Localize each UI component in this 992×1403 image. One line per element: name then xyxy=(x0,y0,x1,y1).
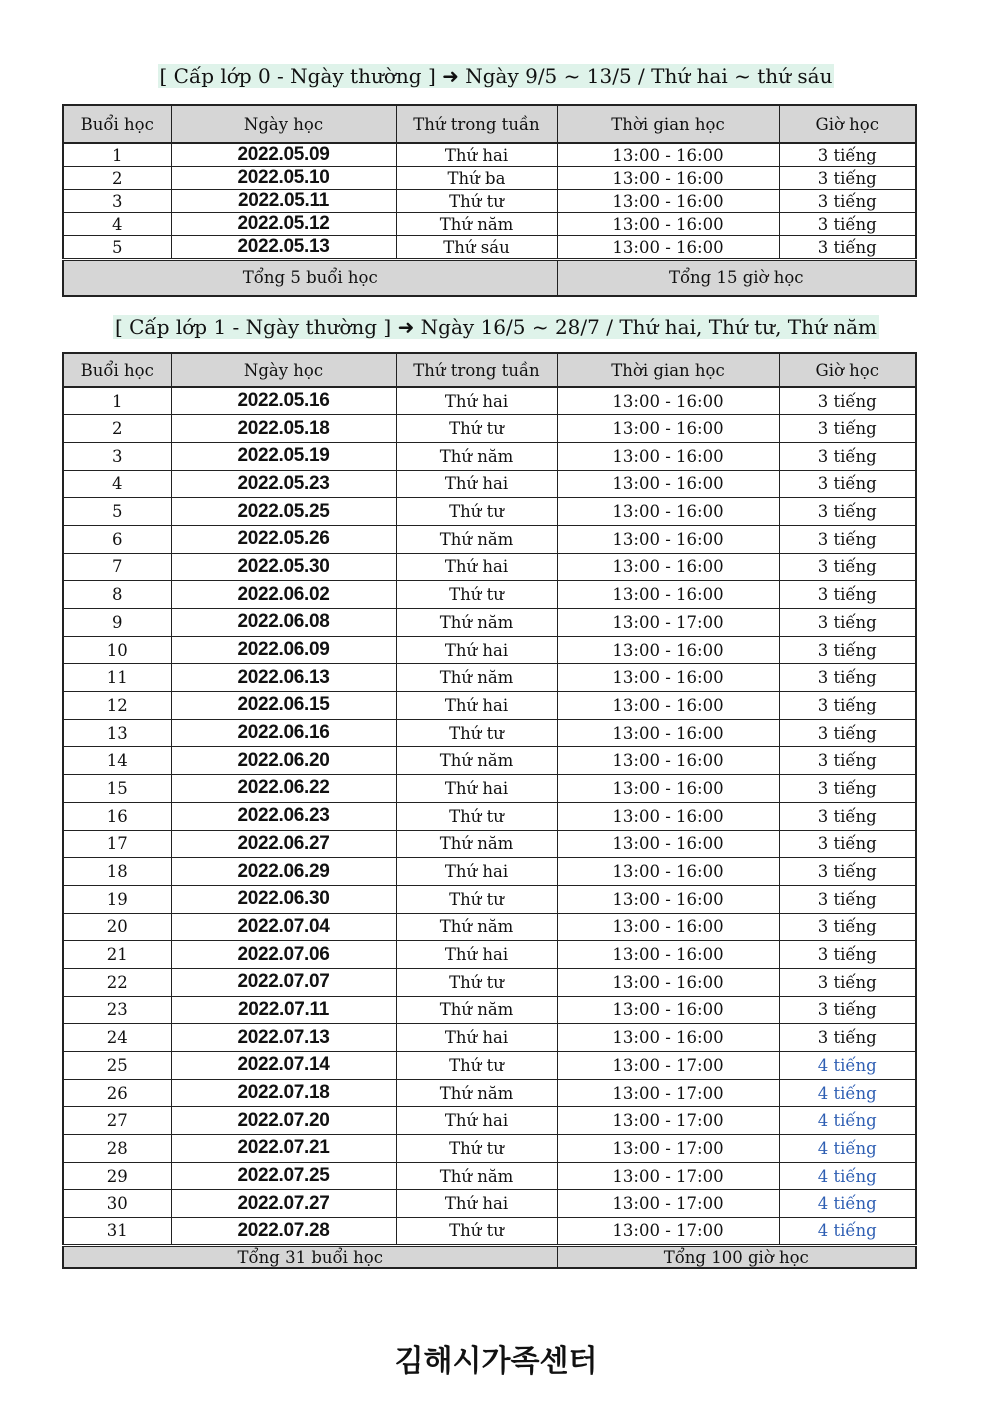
session-time: 13:00 - 16:00 xyxy=(557,167,779,190)
session-date: 2022.07.20 xyxy=(171,1107,396,1135)
session-hours: 3 tiếng xyxy=(779,236,916,260)
session-time: 13:00 - 16:00 xyxy=(557,581,779,609)
session-hours: 4 tiếng xyxy=(779,1218,916,1246)
session-time: 13:00 - 16:00 xyxy=(557,553,779,581)
table-row xyxy=(63,498,916,526)
session-number: 21 xyxy=(63,941,171,969)
session-time: 13:00 - 16:00 xyxy=(557,387,779,415)
session-hours: 3 tiếng xyxy=(779,775,916,803)
table-row xyxy=(63,692,916,720)
session-number: 17 xyxy=(63,830,171,858)
session-number: 1 xyxy=(63,387,171,415)
session-weekday: Thứ năm xyxy=(396,664,557,692)
session-number: 30 xyxy=(63,1190,171,1218)
session-date: 2022.06.30 xyxy=(171,885,396,913)
table-row xyxy=(63,1024,916,1052)
session-time: 13:00 - 17:00 xyxy=(557,1052,779,1080)
session-time: 13:00 - 16:00 xyxy=(557,802,779,830)
table-row xyxy=(63,581,916,609)
session-date: 2022.06.20 xyxy=(171,747,396,775)
session-weekday: Thứ năm xyxy=(396,213,557,236)
table-row xyxy=(63,236,916,260)
session-number: 3 xyxy=(63,190,171,213)
header-time: Thời gian học xyxy=(557,105,779,143)
session-number: 20 xyxy=(63,913,171,941)
session-date: 2022.07.27 xyxy=(171,1190,396,1218)
table-row xyxy=(63,1079,916,1107)
session-time: 13:00 - 16:00 xyxy=(557,525,779,553)
header-time: Thời gian học xyxy=(557,353,779,387)
session-hours: 3 tiếng xyxy=(779,581,916,609)
session-date: 2022.07.11 xyxy=(171,996,396,1024)
table-row xyxy=(63,858,916,886)
session-weekday: Thứ sáu xyxy=(396,236,557,260)
session-number: 31 xyxy=(63,1218,171,1246)
session-time: 13:00 - 16:00 xyxy=(557,143,779,167)
session-number: 22 xyxy=(63,968,171,996)
header-hours: Giờ học xyxy=(779,353,916,387)
table-row xyxy=(63,609,916,637)
session-time: 13:00 - 17:00 xyxy=(557,1135,779,1163)
session-weekday: Thứ tư xyxy=(396,802,557,830)
session-hours: 4 tiếng xyxy=(779,1052,916,1080)
session-number: 13 xyxy=(63,719,171,747)
schedule-table-level-1 xyxy=(62,352,917,1269)
session-number: 6 xyxy=(63,525,171,553)
session-weekday: Thứ năm xyxy=(396,525,557,553)
session-time: 13:00 - 17:00 xyxy=(557,1079,779,1107)
session-number: 27 xyxy=(63,1107,171,1135)
session-time: 13:00 - 16:00 xyxy=(557,858,779,886)
session-number: 4 xyxy=(63,470,171,498)
session-date: 2022.06.02 xyxy=(171,581,396,609)
table-row xyxy=(63,913,916,941)
table-row xyxy=(63,747,916,775)
session-weekday: Thứ tư xyxy=(396,190,557,213)
table-row xyxy=(63,415,916,443)
session-number: 11 xyxy=(63,664,171,692)
table-row xyxy=(63,775,916,803)
session-weekday: Thứ hai xyxy=(396,470,557,498)
session-hours: 3 tiếng xyxy=(779,636,916,664)
session-hours: 3 tiếng xyxy=(779,941,916,969)
session-hours: 3 tiếng xyxy=(779,442,916,470)
total-hours: Tổng 15 giờ học xyxy=(557,260,916,296)
session-number: 12 xyxy=(63,692,171,720)
session-date: 2022.05.25 xyxy=(171,498,396,526)
table-row xyxy=(63,167,916,190)
session-weekday: Thứ hai xyxy=(396,1190,557,1218)
session-number: 16 xyxy=(63,802,171,830)
session-time: 13:00 - 16:00 xyxy=(557,996,779,1024)
session-time: 13:00 - 16:00 xyxy=(557,913,779,941)
header-hours: Giờ học xyxy=(779,105,916,143)
session-weekday: Thứ năm xyxy=(396,442,557,470)
session-time: 13:00 - 17:00 xyxy=(557,1162,779,1190)
session-hours: 3 tiếng xyxy=(779,747,916,775)
session-time: 13:00 - 16:00 xyxy=(557,415,779,443)
session-hours: 3 tiếng xyxy=(779,885,916,913)
session-number: 10 xyxy=(63,636,171,664)
session-number: 18 xyxy=(63,858,171,886)
session-hours: 4 tiếng xyxy=(779,1135,916,1163)
session-hours: 3 tiếng xyxy=(779,858,916,886)
schedule-table-level-0 xyxy=(62,104,917,297)
total-hours: Tổng 100 giờ học xyxy=(557,1245,916,1268)
session-time: 13:00 - 17:00 xyxy=(557,609,779,637)
header-weekday: Thứ trong tuần xyxy=(396,353,557,387)
session-date: 2022.06.23 xyxy=(171,802,396,830)
total-sessions: Tổng 5 buổi học xyxy=(63,260,557,296)
session-time: 13:00 - 16:00 xyxy=(557,636,779,664)
session-hours: 4 tiếng xyxy=(779,1162,916,1190)
session-date: 2022.06.29 xyxy=(171,858,396,886)
session-hours: 4 tiếng xyxy=(779,1079,916,1107)
session-weekday: Thứ ba xyxy=(396,167,557,190)
table-total-row xyxy=(63,1245,916,1268)
session-weekday: Thứ năm xyxy=(396,913,557,941)
session-number: 5 xyxy=(63,498,171,526)
table-row xyxy=(63,143,916,167)
table-row xyxy=(63,941,916,969)
session-hours: 3 tiếng xyxy=(779,525,916,553)
session-date: 2022.06.22 xyxy=(171,775,396,803)
header-date: Ngày học xyxy=(171,353,396,387)
session-hours: 3 tiếng xyxy=(779,609,916,637)
session-number: 5 xyxy=(63,236,171,260)
session-weekday: Thứ tư xyxy=(396,415,557,443)
session-weekday: Thứ hai xyxy=(396,1107,557,1135)
session-date: 2022.05.12 xyxy=(171,213,396,236)
session-weekday: Thứ năm xyxy=(396,1162,557,1190)
session-hours: 3 tiếng xyxy=(779,968,916,996)
session-weekday: Thứ tư xyxy=(396,719,557,747)
table-row xyxy=(63,387,916,415)
table-row xyxy=(63,190,916,213)
table-row xyxy=(63,996,916,1024)
table-row xyxy=(63,830,916,858)
table-body xyxy=(63,143,916,260)
session-weekday: Thứ hai xyxy=(396,553,557,581)
session-date: 2022.06.16 xyxy=(171,719,396,747)
session-date: 2022.07.21 xyxy=(171,1135,396,1163)
session-weekday: Thứ tư xyxy=(396,1052,557,1080)
header-weekday: Thứ trong tuần xyxy=(396,105,557,143)
session-date: 2022.05.19 xyxy=(171,442,396,470)
organization-name: 김해시가족센터 xyxy=(394,1344,598,1379)
session-hours: 3 tiếng xyxy=(779,692,916,720)
session-weekday: Thứ hai xyxy=(396,387,557,415)
session-weekday: Thứ năm xyxy=(396,996,557,1024)
session-hours: 3 tiếng xyxy=(779,470,916,498)
session-hours: 3 tiếng xyxy=(779,213,916,236)
session-time: 13:00 - 16:00 xyxy=(557,692,779,720)
session-weekday: Thứ năm xyxy=(396,747,557,775)
session-weekday: Thứ hai xyxy=(396,858,557,886)
session-weekday: Thứ hai xyxy=(396,692,557,720)
session-hours: 4 tiếng xyxy=(779,1107,916,1135)
session-hours: 3 tiếng xyxy=(779,143,916,167)
session-number: 1 xyxy=(63,143,171,167)
table-header-row xyxy=(63,105,916,143)
session-date: 2022.05.26 xyxy=(171,525,396,553)
table-row xyxy=(63,1052,916,1080)
session-time: 13:00 - 16:00 xyxy=(557,664,779,692)
session-weekday: Thứ hai xyxy=(396,143,557,167)
session-date: 2022.05.30 xyxy=(171,553,396,581)
session-date: 2022.07.04 xyxy=(171,913,396,941)
table-header-row xyxy=(63,353,916,387)
session-date: 2022.05.11 xyxy=(171,190,396,213)
table-row xyxy=(63,968,916,996)
session-hours: 3 tiếng xyxy=(779,553,916,581)
session-time: 13:00 - 16:00 xyxy=(557,190,779,213)
session-number: 2 xyxy=(63,167,171,190)
session-weekday: Thứ tư xyxy=(396,581,557,609)
session-weekday: Thứ năm xyxy=(396,830,557,858)
session-date: 2022.07.07 xyxy=(171,968,396,996)
session-weekday: Thứ tư xyxy=(396,1135,557,1163)
session-date: 2022.07.13 xyxy=(171,1024,396,1052)
session-hours: 3 tiếng xyxy=(779,1024,916,1052)
session-time: 13:00 - 16:00 xyxy=(557,830,779,858)
session-date: 2022.06.13 xyxy=(171,664,396,692)
header-session: Buổi học xyxy=(63,105,171,143)
session-weekday: Thứ năm xyxy=(396,1079,557,1107)
session-time: 13:00 - 16:00 xyxy=(557,968,779,996)
session-time: 13:00 - 16:00 xyxy=(557,498,779,526)
session-hours: 3 tiếng xyxy=(779,387,916,415)
session-hours: 3 tiếng xyxy=(779,719,916,747)
table-row xyxy=(63,470,916,498)
session-hours: 3 tiếng xyxy=(779,498,916,526)
total-sessions: Tổng 31 buổi học xyxy=(63,1245,557,1268)
session-date: 2022.05.16 xyxy=(171,387,396,415)
session-date: 2022.05.09 xyxy=(171,143,396,167)
session-number: 2 xyxy=(63,415,171,443)
session-weekday: Thứ hai xyxy=(396,941,557,969)
table-row xyxy=(63,664,916,692)
schedule-title-level-1 xyxy=(0,314,992,340)
session-number: 14 xyxy=(63,747,171,775)
schedule-title-text: [ Cấp lớp 0 - Ngày thường ] ➜ Ngày 9/5 ~ 13/5 / Thứ hai ~ thứ sáu xyxy=(159,64,833,88)
session-number: 15 xyxy=(63,775,171,803)
table-row xyxy=(63,636,916,664)
session-number: 26 xyxy=(63,1079,171,1107)
session-number: 3 xyxy=(63,442,171,470)
session-weekday: Thứ tư xyxy=(396,1218,557,1246)
session-weekday: Thứ hai xyxy=(396,1024,557,1052)
table-row xyxy=(63,442,916,470)
session-number: 8 xyxy=(63,581,171,609)
session-number: 23 xyxy=(63,996,171,1024)
table-row xyxy=(63,1135,916,1163)
session-weekday: Thứ tư xyxy=(396,885,557,913)
session-number: 24 xyxy=(63,1024,171,1052)
header-session: Buổi học xyxy=(63,353,171,387)
session-time: 13:00 - 16:00 xyxy=(557,213,779,236)
table-row xyxy=(63,553,916,581)
session-time: 13:00 - 16:00 xyxy=(557,1024,779,1052)
session-date: 2022.06.27 xyxy=(171,830,396,858)
session-date: 2022.06.15 xyxy=(171,692,396,720)
session-hours: 3 tiếng xyxy=(779,913,916,941)
session-time: 13:00 - 16:00 xyxy=(557,470,779,498)
session-time: 13:00 - 16:00 xyxy=(557,719,779,747)
schedule-title-text: [ Cấp lớp 1 - Ngày thường ] ➜ Ngày 16/5 ~ 28/7 / Thứ hai, Thứ tư, Thứ năm xyxy=(114,315,878,339)
session-hours: 3 tiếng xyxy=(779,802,916,830)
session-time: 13:00 - 17:00 xyxy=(557,1107,779,1135)
session-time: 13:00 - 16:00 xyxy=(557,941,779,969)
session-date: 2022.06.09 xyxy=(171,636,396,664)
table-body xyxy=(63,387,916,1245)
session-date: 2022.05.10 xyxy=(171,167,396,190)
table-row xyxy=(63,802,916,830)
session-weekday: Thứ tư xyxy=(396,498,557,526)
session-date: 2022.07.18 xyxy=(171,1079,396,1107)
session-date: 2022.05.18 xyxy=(171,415,396,443)
session-number: 25 xyxy=(63,1052,171,1080)
session-number: 7 xyxy=(63,553,171,581)
session-hours: 3 tiếng xyxy=(779,415,916,443)
session-date: 2022.06.08 xyxy=(171,609,396,637)
session-time: 13:00 - 17:00 xyxy=(557,1218,779,1246)
header-date: Ngày học xyxy=(171,105,396,143)
table-row xyxy=(63,1190,916,1218)
session-date: 2022.07.14 xyxy=(171,1052,396,1080)
session-weekday: Thứ năm xyxy=(396,609,557,637)
session-weekday: Thứ tư xyxy=(396,968,557,996)
session-time: 13:00 - 16:00 xyxy=(557,775,779,803)
session-date: 2022.07.06 xyxy=(171,941,396,969)
table-row xyxy=(63,885,916,913)
schedule-title-level-0 xyxy=(0,63,992,89)
session-weekday: Thứ hai xyxy=(396,775,557,803)
table-row xyxy=(63,719,916,747)
session-time: 13:00 - 16:00 xyxy=(557,236,779,260)
session-time: 13:00 - 17:00 xyxy=(557,1190,779,1218)
session-date: 2022.05.13 xyxy=(171,236,396,260)
table-row xyxy=(63,525,916,553)
session-weekday: Thứ hai xyxy=(396,636,557,664)
table-row xyxy=(63,1218,916,1246)
session-hours: 4 tiếng xyxy=(779,1190,916,1218)
table-row xyxy=(63,1162,916,1190)
session-time: 13:00 - 16:00 xyxy=(557,747,779,775)
session-number: 19 xyxy=(63,885,171,913)
session-hours: 3 tiếng xyxy=(779,830,916,858)
table-row xyxy=(63,213,916,236)
session-number: 4 xyxy=(63,213,171,236)
session-number: 28 xyxy=(63,1135,171,1163)
table-total-row xyxy=(63,260,916,296)
session-date: 2022.07.25 xyxy=(171,1162,396,1190)
session-hours: 3 tiếng xyxy=(779,167,916,190)
session-hours: 3 tiếng xyxy=(779,664,916,692)
session-date: 2022.07.28 xyxy=(171,1218,396,1246)
session-hours: 3 tiếng xyxy=(779,996,916,1024)
session-number: 29 xyxy=(63,1162,171,1190)
table-row xyxy=(63,1107,916,1135)
session-date: 2022.05.23 xyxy=(171,470,396,498)
session-hours: 3 tiếng xyxy=(779,190,916,213)
session-time: 13:00 - 16:00 xyxy=(557,885,779,913)
session-time: 13:00 - 16:00 xyxy=(557,442,779,470)
session-number: 9 xyxy=(63,609,171,637)
